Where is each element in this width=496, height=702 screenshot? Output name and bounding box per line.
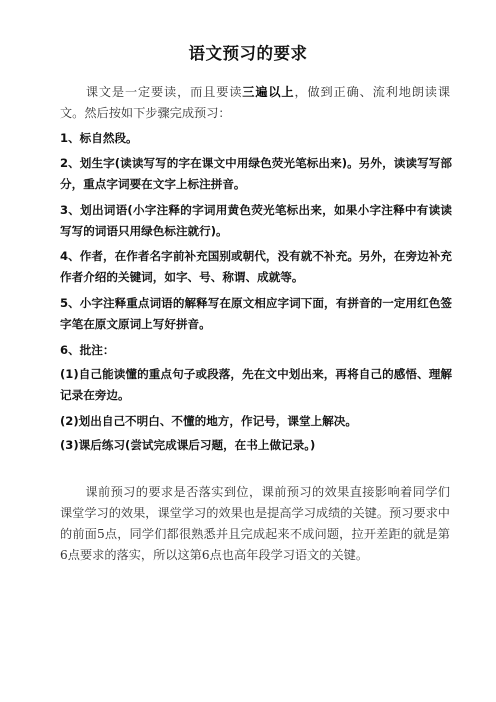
conclusion-paragraph [60,482,450,566]
step-5: 5、小字注释重点词语的解释写在原文相应字词下面，有拼音的一定用红色签字笔在原文原词上写好拼音。 [60,296,452,331]
step-6-sub-1: (1)自己能读懂的重点句子或段落，先在文中划出来，再将自己的感悟、理解记录在旁边。 [60,367,452,402]
step-6-sub-3: (3)课后练习(尝试完成课后习题，在书上做记录。) [60,438,316,452]
intro-text-before: 课文是一定要读，而且要读 [85,85,243,99]
step-6: 6、批注： [60,343,115,357]
step-3: 3、划出词语(小字注释的字词用黄色荧光笔标出来，如果小字注释中有读读写写的词语只用绿色标注就行)。 [60,203,452,238]
document-title: 语文预习的要求 [188,44,308,63]
step-6-sub-2: (2)划出自己不明白、不懂的地方，作记号，课堂上解决。 [60,414,357,428]
step-4: 4、作者，在作者名字前补充国别或朝代，没有就不补充。另外，在旁边补充作者介绍的关键词，如字、号、称谓、成就等。 [60,249,452,284]
intro-emphasis: 三遍以上 [242,85,295,99]
step-1: 1、标自然段。 [60,131,138,145]
intro-paragraph [60,82,450,124]
intro-text-after: ，做到正确、流利地朗读课文。然后按如下步骤完成预习： [60,85,451,120]
step-2: 2、划生字(读读写写的字在课文中用绿色荧光笔标出来)。另外，读读写写部分，重点字词要在文字上标注拼音。 [60,156,452,191]
conclusion-text: 课前预习的要求是否落实到位，课前预习的效果直接影响着同学们课堂学习的效果，课堂学习的效果也是提高学习成绩的关键。预习要求中的前面5点，同学们都很熟悉并且完成起来不成问题，拉开差距的就是第6点要求的落实，所以这第6点也高年段学习语文的关键。 [60,485,450,562]
